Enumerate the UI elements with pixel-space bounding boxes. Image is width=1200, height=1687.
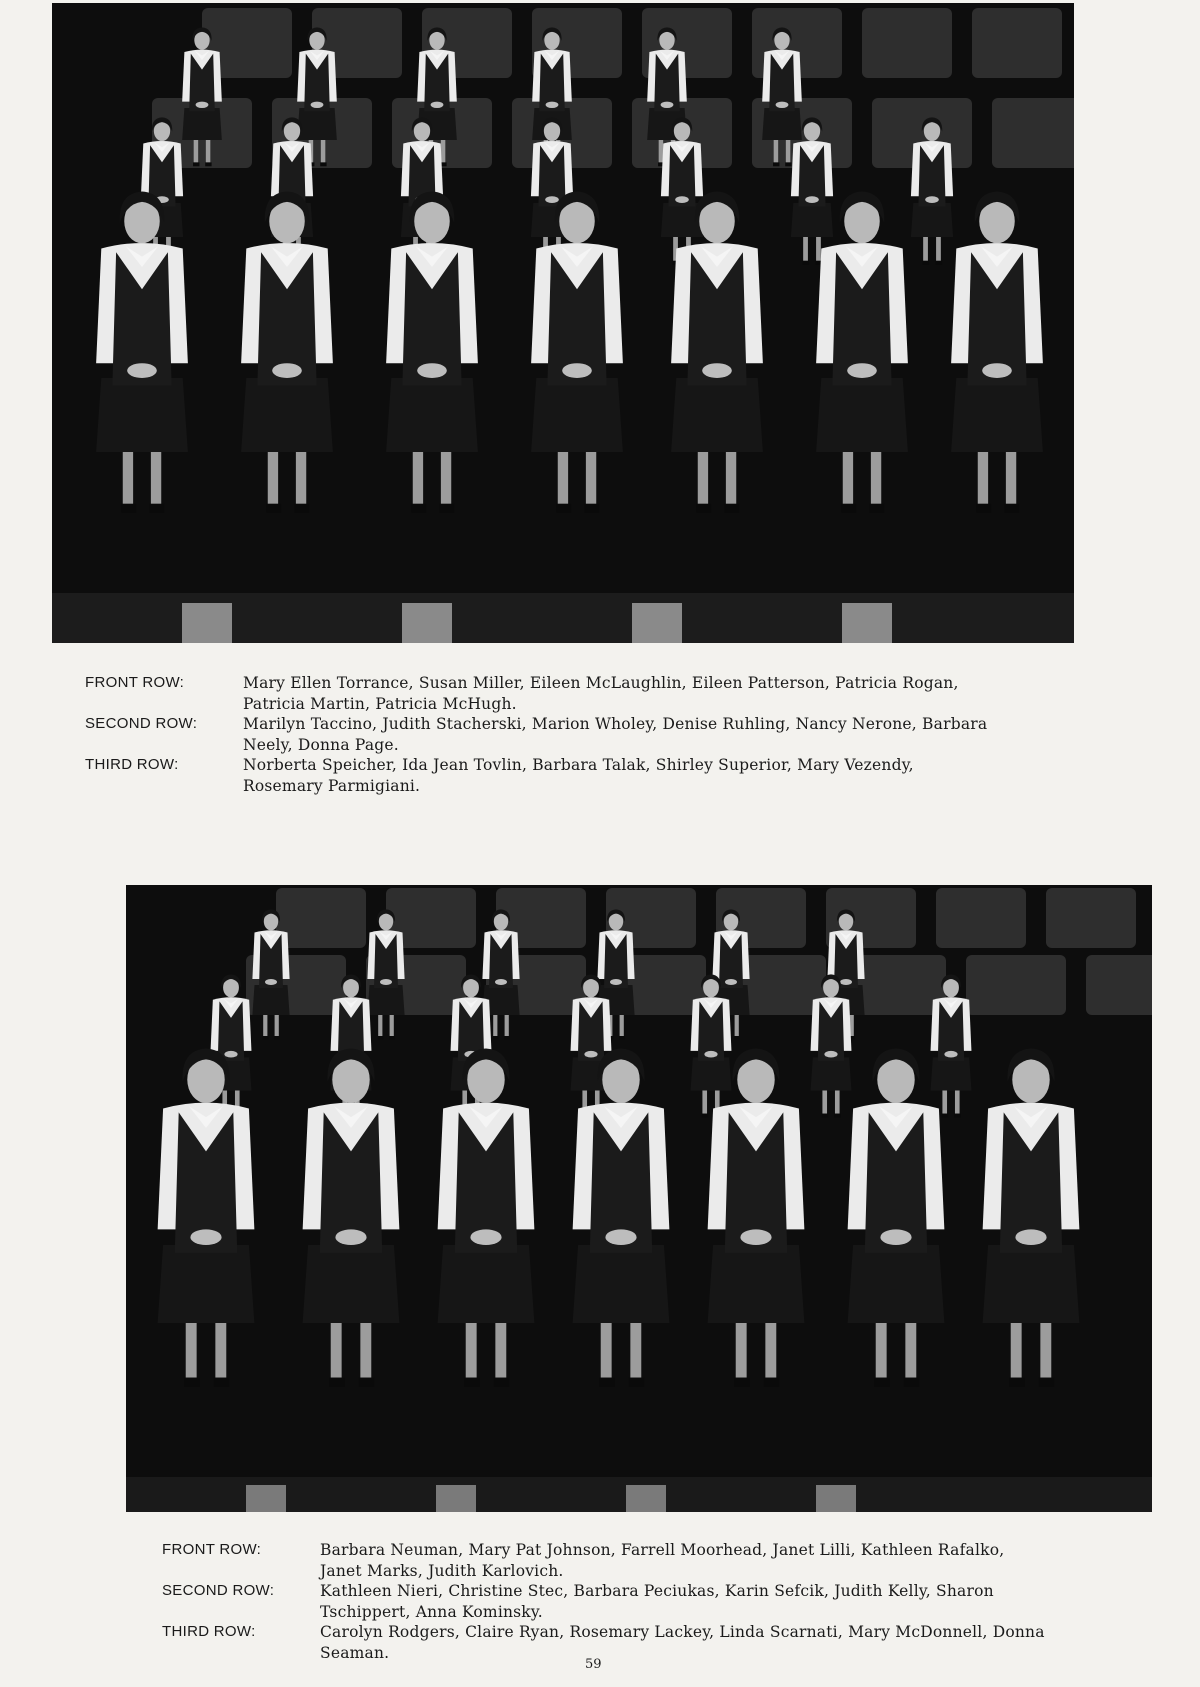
seat-back — [966, 955, 1066, 1015]
row-label: THIRD ROW: — [162, 1623, 256, 1640]
names-line: Mary Ellen Torrance, Susan Miller, Eileen McLaughlin, Eileen Patterson, Patricia Rogan, — [243, 674, 959, 692]
caption-row — [162, 1540, 1122, 1581]
caption-row — [162, 1581, 1122, 1622]
caption-row — [85, 714, 1045, 755]
names-line: Rosemary Parmigiani. — [243, 776, 421, 795]
seat-back — [936, 888, 1026, 948]
caption-photo-2 — [162, 1540, 1122, 1663]
row-names — [320, 1622, 1122, 1663]
group-photo-1 — [52, 3, 1074, 643]
names-line: Tschippert, Anna Kominsky. — [320, 1602, 543, 1621]
names-line: Barbara Neuman, Mary Pat Johnson, Farrell Moorhead, Janet Lilli, Kathleen Rafalko, — [320, 1541, 1005, 1559]
row-label: SECOND ROW: — [162, 1582, 275, 1599]
row-names — [320, 1581, 1122, 1622]
floor-tiles — [126, 1477, 1152, 1512]
caption-row — [85, 755, 1045, 796]
names-line: Seaman. — [320, 1643, 390, 1662]
names-line: Kathleen Nieri, Christine Stec, Barbara Peciukas, Karin Sefcik, Judith Kelly, Sharon — [320, 1582, 994, 1600]
caption-row — [85, 673, 1045, 714]
seat-back — [992, 98, 1074, 168]
row-names — [243, 714, 1045, 755]
seat-back — [276, 888, 366, 948]
names-line: Neely, Donna Page. — [243, 735, 399, 754]
row-label: FRONT ROW: — [85, 674, 185, 691]
row-label: SECOND ROW: — [85, 715, 198, 732]
caption-row — [162, 1622, 1122, 1663]
names-line: Janet Marks, Judith Karlovich. — [320, 1561, 564, 1580]
floor-tiles — [52, 593, 1074, 643]
row-label: FRONT ROW: — [162, 1541, 262, 1558]
row-names — [243, 755, 1045, 796]
page-number: 59 — [585, 1657, 602, 1672]
names-line: Carolyn Rodgers, Claire Ryan, Rosemary Lackey, Linda Scarnati, Mary McDonnell, Donna — [320, 1623, 1045, 1641]
seat-back — [1086, 955, 1152, 1015]
seat-back — [972, 8, 1062, 78]
names-line: Patricia Martin, Patricia McHugh. — [243, 694, 517, 713]
seat-back — [862, 8, 952, 78]
seat-back — [1046, 888, 1136, 948]
group-photo-2 — [126, 885, 1152, 1512]
row-names — [243, 673, 1045, 714]
photo-2-art — [126, 885, 1152, 1512]
caption-photo-1 — [85, 673, 1045, 796]
names-line: Marilyn Taccino, Judith Stacherski, Marion Wholey, Denise Ruhling, Nancy Nerone, Barbara — [243, 715, 988, 733]
row-names — [320, 1540, 1122, 1581]
photo-1-art — [52, 3, 1074, 643]
names-line: Norberta Speicher, Ida Jean Tovlin, Barbara Talak, Shirley Superior, Mary Vezendy, — [243, 756, 914, 774]
row-label: THIRD ROW: — [85, 756, 179, 773]
